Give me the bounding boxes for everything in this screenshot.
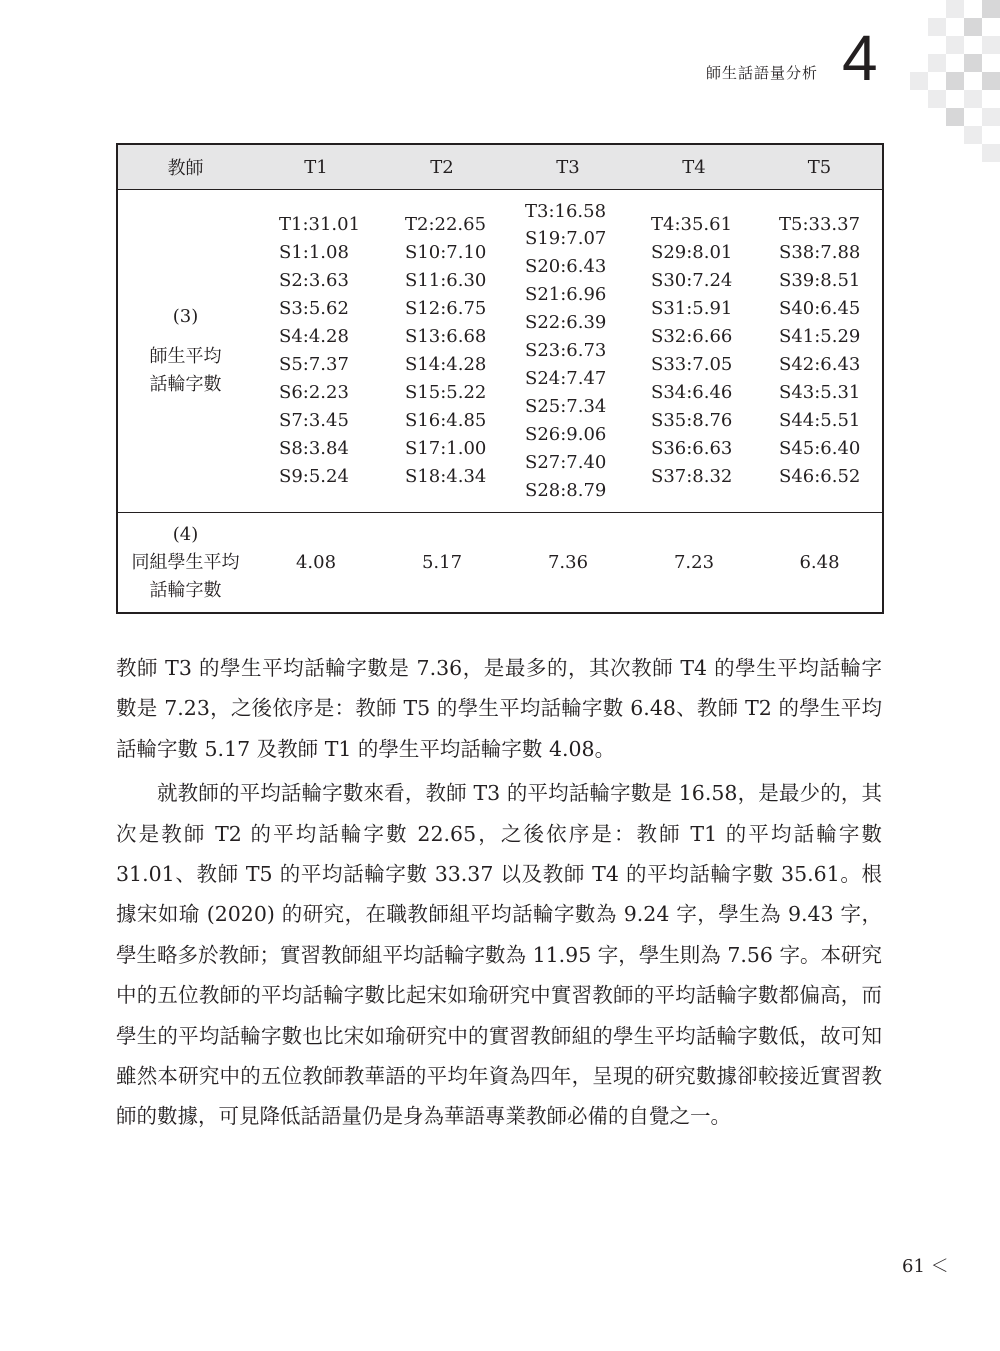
cell-value-item: S6:2.23 [279, 381, 349, 403]
cell-value-item: S44:5.51 [779, 409, 861, 431]
cell-value-item: S38:7.88 [779, 242, 861, 264]
checker-square [946, 108, 964, 126]
cell-value-item: S4:4.28 [279, 326, 349, 348]
checker-square [946, 0, 964, 18]
cell-value-item: S3:5.62 [279, 298, 349, 320]
data-table [116, 143, 884, 614]
cell-value-item: S31:5.91 [651, 298, 733, 320]
column-header-t5: T5 [757, 144, 883, 190]
cell-value-item: S27:7.40 [525, 451, 607, 473]
table-row-group-student-avg [117, 513, 883, 614]
paragraph-2: 就教師的平均話輪字數來看，教師 T3 的平均話輪字數是 16.58，是最少的，其次是教師 T2 的平均話輪字數 22.65，之後依序是：教師 T1 的平均話輪字數 31.01、教師 T5 的平均話輪字數 33.37 以及教師 T4 的平均話輪字數 35.61。根據宋如瑜 (2020) 的研究，在職教師組平均話輪字數為 9.24 字，學生為 9.43 字，學生略多於教師；實習教師組平均話輪字數為 11.95 字，學生則為 7.56 字。本研究中的五位教師的平均話輪字數比起宋如瑜研究中實習教師的平均話輪字數都偏高，而學生的平均話輪字數也比宋如瑜研究中的實習教師組的學生平均話輪字數低，故可知雖然本研究中的五位教師教華語的平均年資為四年，呈現的研究數據卻較接近實習教師的數據，可見降低話語量仍是身為華語專業教師必備的自覺之一。 [116, 781, 882, 1129]
column-header-teacher: 教師 [117, 144, 253, 190]
checker-square [982, 144, 1000, 162]
checker-square [982, 0, 1000, 18]
cell-t4-group-avg: 7.23 [673, 552, 715, 573]
checker-square [964, 18, 982, 36]
checker-square [964, 54, 982, 72]
cell-value-item: S24:7.47 [525, 367, 607, 389]
checker-square [964, 126, 982, 144]
cell-t1-group-avg: 4.08 [295, 552, 337, 573]
table-row-avg-turn-length [117, 190, 883, 513]
cell-value-item: S42:6.43 [779, 354, 861, 375]
cell-value-item: S7:3.45 [279, 409, 349, 431]
row-label-number: (4) [172, 523, 199, 545]
column-header-t3: T3 [505, 144, 631, 190]
cell-value-item: S19:7.07 [525, 228, 607, 250]
body-text [116, 648, 882, 1137]
cell-value-item: S9:5.24 [279, 465, 349, 487]
cell-value-item: T5:33.37 [779, 214, 861, 236]
column-header-t1: T1 [253, 144, 379, 190]
cell-value-item: S15:5.22 [405, 381, 487, 403]
cell-value-item: S12:6.75 [405, 298, 487, 320]
cell-value-item: S11:6.30 [405, 270, 487, 292]
cell-value-item: S23:6.73 [525, 340, 607, 362]
checker-square [910, 72, 928, 90]
cell-t2-group-avg: 5.17 [421, 552, 463, 573]
cell-value-item: S21:6.96 [525, 284, 607, 306]
cell-value-item: S28:8.79 [525, 479, 607, 501]
cell-value-item: S17:1.00 [405, 437, 487, 459]
cell-value-item: S13:6.68 [405, 326, 487, 348]
cell-value-item: S35:8.76 [651, 409, 733, 431]
cell-value-item: S20:6.43 [525, 256, 607, 278]
cell-value-item: S1:1.08 [279, 242, 349, 264]
cell-value-item: S43:5.31 [779, 381, 861, 403]
checker-square [928, 90, 946, 108]
row-label-group-student-avg [117, 513, 253, 614]
cell-value-item: T3:16.58 [525, 200, 607, 222]
cell-t5-group-avg: 6.48 [799, 552, 840, 573]
row-label-line2: 話輪字數 [149, 374, 222, 395]
cell-t3-group-avg: 7.36 [547, 552, 589, 573]
checker-square [928, 54, 946, 72]
cell-t5-values [757, 190, 883, 513]
column-header-t2: T2 [379, 144, 505, 190]
cell-value-item: S39:8.51 [779, 270, 861, 292]
cell-t1-values [253, 190, 379, 513]
row-label-line1: 同組學生平均 [131, 551, 240, 573]
cell-value-item: S26:9.06 [525, 423, 607, 445]
checker-square [946, 36, 964, 54]
cell-value-item: S33:7.05 [651, 354, 733, 375]
cell-value-item: S30:7.24 [651, 270, 733, 292]
cell-value-item: S46:6.52 [779, 465, 861, 487]
cell-value-item: S41:5.29 [779, 326, 861, 348]
column-header-t4: T4 [631, 144, 757, 190]
cell-value-item: T2:22.65 [405, 214, 487, 236]
row-label-number: (3) [172, 306, 199, 327]
cell-value-item: S32:6.66 [651, 326, 733, 348]
cell-t3-values [505, 190, 631, 513]
cell-t2-values [379, 190, 505, 513]
cell-value-item: S37:8.32 [651, 465, 733, 487]
cell-value-item: T1:31.01 [279, 214, 361, 236]
row-label-line2: 話輪字數 [149, 579, 222, 601]
cell-value-item: S14:4.28 [405, 354, 487, 375]
cell-value-item: S22:6.39 [525, 312, 607, 334]
cell-value-item: S40:6.45 [779, 298, 861, 320]
cell-value-item: S18:4.34 [405, 465, 487, 487]
cell-value-item: T4:35.61 [651, 214, 733, 236]
cell-value-item: S2:3.63 [279, 270, 349, 292]
cell-value-item: S16:4.85 [405, 409, 487, 431]
row-label-line1: 師生平均 [149, 346, 222, 367]
cell-value-item: S45:6.40 [779, 437, 861, 459]
paragraph-1: 教師 T3 的學生平均話輪字數是 7.36，是最多的，其次教師 T4 的學生平均話輪字數是 7.23，之後依序是：教師 T5 的學生平均話輪字數 6.48、教師 T2 的學生平均話輪字數 5.17 及教師 T1 的學生平均話輪字數 4.08。 [116, 656, 882, 761]
cell-value-item: S25:7.34 [525, 395, 607, 417]
checker-square [928, 18, 946, 36]
chapter-title: 師生話語量分析 [706, 64, 819, 82]
cell-value-item: S34:6.46 [651, 381, 733, 403]
checker-square [964, 90, 982, 108]
cell-value-item: S10:7.10 [405, 242, 487, 264]
row-label-avg-turn-length [117, 190, 253, 513]
checker-square [946, 72, 964, 90]
checker-square [982, 36, 1000, 54]
page-number: 61 ＜ [902, 1256, 949, 1277]
checker-square [982, 72, 1000, 90]
cell-value-item: S5:7.37 [279, 354, 349, 375]
chapter-number: 4 [842, 22, 878, 94]
cell-value-item: S8:3.84 [279, 437, 349, 459]
cell-value-item: S36:6.63 [651, 437, 733, 459]
cell-t4-values [631, 190, 757, 513]
cell-value-item: S29:8.01 [651, 242, 733, 264]
table-header-row [117, 144, 883, 190]
checker-square [982, 108, 1000, 126]
